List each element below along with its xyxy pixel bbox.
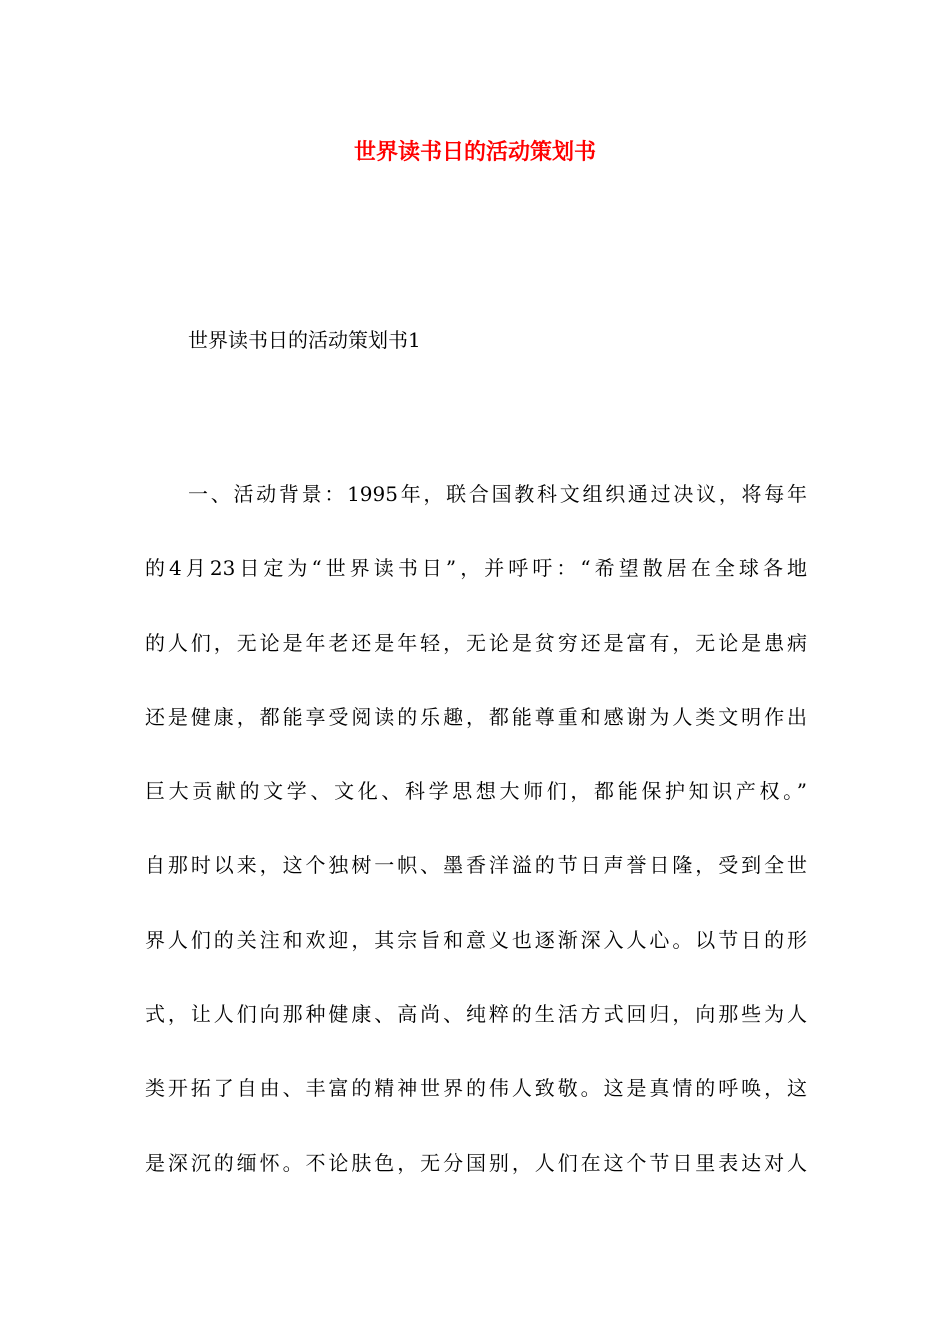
body-line: 巨大贡献的文学、文化、科学思想大师们，都能保护知识产权。” xyxy=(145,779,807,804)
body-line: 自那时以来，这个独树一帜、墨香洋溢的节日声誉日隆，受到全世 xyxy=(145,853,807,878)
body-line: 是深沉的缅怀。不论肤色，无分国别，人们在这个节日里表达对人 xyxy=(145,1150,807,1175)
body-line: 的4月23日定为“世界读书日”，并呼吁：“希望散居在全球各地 xyxy=(145,556,807,581)
body-line: 的人们，无论是年老还是年轻，无论是贫穷还是富有，无论是患病 xyxy=(145,630,807,655)
section-heading: 世界读书日的活动策划书1 xyxy=(188,328,421,352)
body-line: 还是健康，都能享受阅读的乐趣，都能尊重和感谢为人类文明作出 xyxy=(145,704,807,729)
body-text xyxy=(145,470,807,1213)
body-line: 界人们的关注和欢迎，其宗旨和意义也逐渐深入人心。以节日的形 xyxy=(145,927,807,952)
body-line: 式，让人们向那种健康、高尚、纯粹的生活方式回归，向那些为人 xyxy=(145,1002,807,1027)
body-line: 类开拓了自由、丰富的精神世界的伟人致敬。这是真情的呼唤，这 xyxy=(145,1076,807,1101)
document-title: 世界读书日的活动策划书 xyxy=(353,139,596,165)
body-line: 一、活动背景：1995年，联合国教科文组织通过决议，将每年 xyxy=(188,482,807,506)
